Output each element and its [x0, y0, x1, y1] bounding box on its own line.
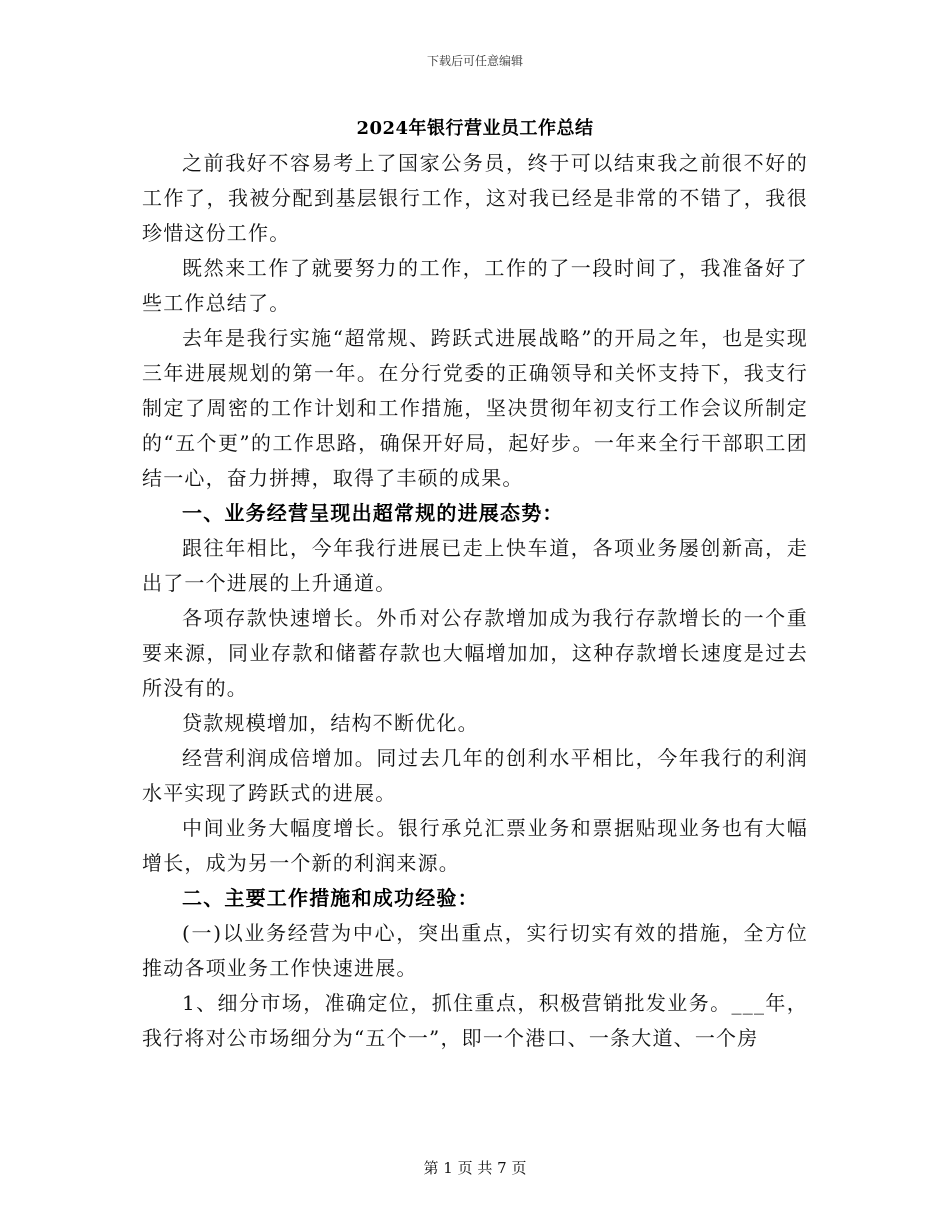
page-number-footer: 第 1 页 共 7 页 — [423, 1159, 527, 1177]
paragraph-2: 既然来工作了就要努力的工作，工作的了一段时间了，我准备好了些工作总结了。 — [142, 256, 808, 315]
document-title: 2024年银行营业员工作总结 — [356, 118, 594, 139]
paragraph-9: (一)以业务经营为中心，突出重点，实行切实有效的措施，全方位推动各项业务工作快速进展。 — [142, 921, 808, 980]
section-heading-1: 一、业务经营呈现出超常规的进展态势： — [182, 501, 564, 525]
paragraph-6: 贷款规模增加，结构不断优化。 — [182, 711, 479, 735]
paragraph-7: 经营利润成倍增加。同过去几年的创利水平相比，今年我行的利润水平实现了跨跃式的进展。 — [142, 746, 808, 805]
section-heading-2: 二、主要工作措施和成功经验： — [182, 886, 479, 910]
paragraph-1: 之前我好不容易考上了国家公务员，终于可以结束我之前很不好的工作了，我被分配到基层银行工作，这对我已经是非常的不错了，我很珍惜这份工作。 — [142, 151, 808, 245]
paragraph-3: 去年是我行实施“超常规、跨跃式进展战略”的开局之年，也是实现三年进展规划的第一年。在分行党委的正确领导和关怀支持下，我支行制定了周密的工作计划和工作措施，坚决贯彻年初支行工作会议所制定的“五个更”的工作思路，确保开好局，起好步。一年来全行干部职工团结一心，奋力拼搏，取得了丰硕的成果。 — [142, 326, 808, 490]
paragraph-8: 中间业务大幅度增长。银行承兑汇票业务和票据贴现业务也有大幅增长，成为另一个新的利润来源。 — [142, 816, 808, 875]
paragraph-10: 1、细分市场，准确定位，抓住重点，积极营销批发业务。___年，我行将对公市场细分为“五个一”，即一个港口、一条大道、一个房 — [142, 991, 808, 1050]
page-header-note: 下载后可任意编辑 — [426, 54, 523, 68]
document-body — [142, 146, 808, 1056]
paragraph-4: 跟往年相比，今年我行进展已走上快车道，各项业务屡创新高，走出了一个进展的上升通道。 — [142, 536, 808, 595]
paragraph-5: 各项存款快速增长。外币对公存款增加成为我行存款增长的一个重要来源，同业存款和储蓄存款也大幅增加加，这种存款增长速度是过去所没有的。 — [142, 606, 808, 700]
